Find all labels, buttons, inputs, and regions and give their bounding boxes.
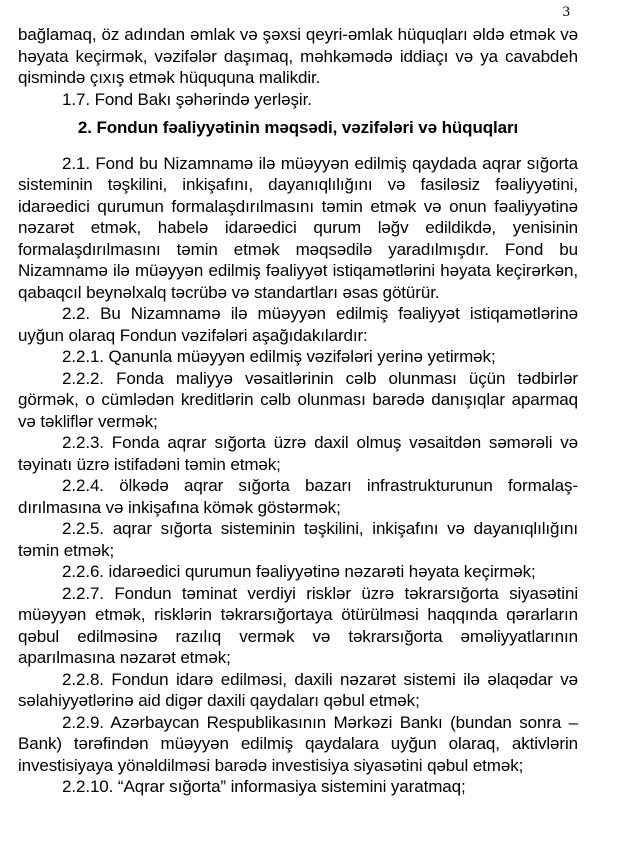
paragraph-para-1-7: 1.7. Fond Bakı şəhərində yerləşir. — [62, 89, 312, 109]
paragraph-para-2-2-8: 2.2.8. Fondun idarə edilməsi, daxili nəzarət sistemi ilə əlaqədar və səlahiyyətlərinə aid digər daxili qaydaları qəbul etmək; — [18, 669, 578, 710]
paragraph-para-2-1: 2.1. Fond bu Nizamnamə ilə müəyyən edilmiş qaydada aqrar sığorta sisteminin təşkilini, inkişafını, dayanıqlılığını və fasiləsiz fəaliyyətini, idarəedici qurumun formalaşdırılmasını təmin etmək və onun fəaliyyətinə nəzarət etmək, habelə idarəedici qurum ləğv edildikdə, yenisinin formalaşdırılmasını təmin etmək məqsədilə yaradılmışdır. Fond bu Nizamnamə ilə müəyyən edilmiş fəaliyyət istiqamətlərini həyata keçirərkən, qabaqcıl beynəlxalq təcrübə və standartları əsas götürür. — [18, 153, 578, 302]
section-heading: 2. Fondun fəaliyyətinin məqsədi, vəzifələri və hüquqları — [77, 118, 519, 137]
paragraph-para-2-2-10: 2.2.10. “Aqrar sığorta” informasiya sistemini yaratmaq; — [62, 777, 466, 796]
paragraph-para-2-2-6: 2.2.6. idarəedici qurumun fəaliyyətinə nəzarəti həyata keçirmək; — [62, 562, 536, 581]
page-number: 3 — [562, 4, 570, 20]
paragraph-para-2-2-9: 2.2.9. Azərbaycan Respublikasının Mərkəzi Bankı (bundan sonra – Bank) tərəfindən müəyyən edilmiş qaydalara uyğun olaraq, aktivlərin investisiyaya yönəldilməsi barədə investisiya siyasətini qəbul etmək; — [18, 712, 578, 775]
paragraph-para-2-2-7: 2.2.7. Fondun təminat verdiyi risklər üzrə təkrarsığorta siyasətini müəyyən etmək, risklərin təkrarsığortaya ötürülməsi haqqında qərarların qəbul edilməsinə razılıq vermək və təkrarsığorta əməliyyatlarının aparılmasına nəzarət etmək; — [18, 583, 578, 667]
paragraph-para-2-2: 2.2. Bu Nizamnamə ilə müəyyən edilmiş fəaliyyət istiqamətlərinə uyğun olaraq Fondun vəzifələri aşağıdakılardır: — [18, 304, 578, 345]
document-blocks — [18, 24, 578, 798]
paragraph-para-2-2-2: 2.2.2. Fonda maliyyə vəsaitlərinin cəlb olunması üçün tədbirlər görmək, o cümlədən kreditlərin cəlb olunması barədə danışıqlar aparmaq və təkliflər vermək; — [18, 368, 578, 431]
paragraph-para-2-2-1: 2.2.1. Qanunla müəyyən edilmiş vəzifələri yerinə yetirmək; — [62, 347, 496, 366]
paragraph-para-2-2-5: 2.2.5. aqrar sığorta sisteminin təşkilini, inkişafını və dayanıqlılığını təmin etmək; — [18, 519, 578, 560]
paragraph-para-2-2-4: 2.2.4. ölkədə aqrar sığorta bazarı infrastrukturunun formalaş-dırılmasına və inkişafına kömək göstərmək; — [18, 476, 578, 517]
paragraph-para-2-2-3: 2.2.3. Fonda aqrar sığorta üzrə daxil olmuş vəsaitdən səmərəli və təyinatı üzrə istifadəni təmin etmək; — [18, 433, 578, 474]
paragraph-para-continuation: bağlamaq, öz adından əmlak və şəxsi qeyri-əmlak hüquqları əldə etmək və həyata keçirmək, vəzifələr daşımaq, məhkəmədə iddiaçı və ya cavabdeh qismində çıxış etmək hüququna malikdir. — [18, 25, 578, 87]
